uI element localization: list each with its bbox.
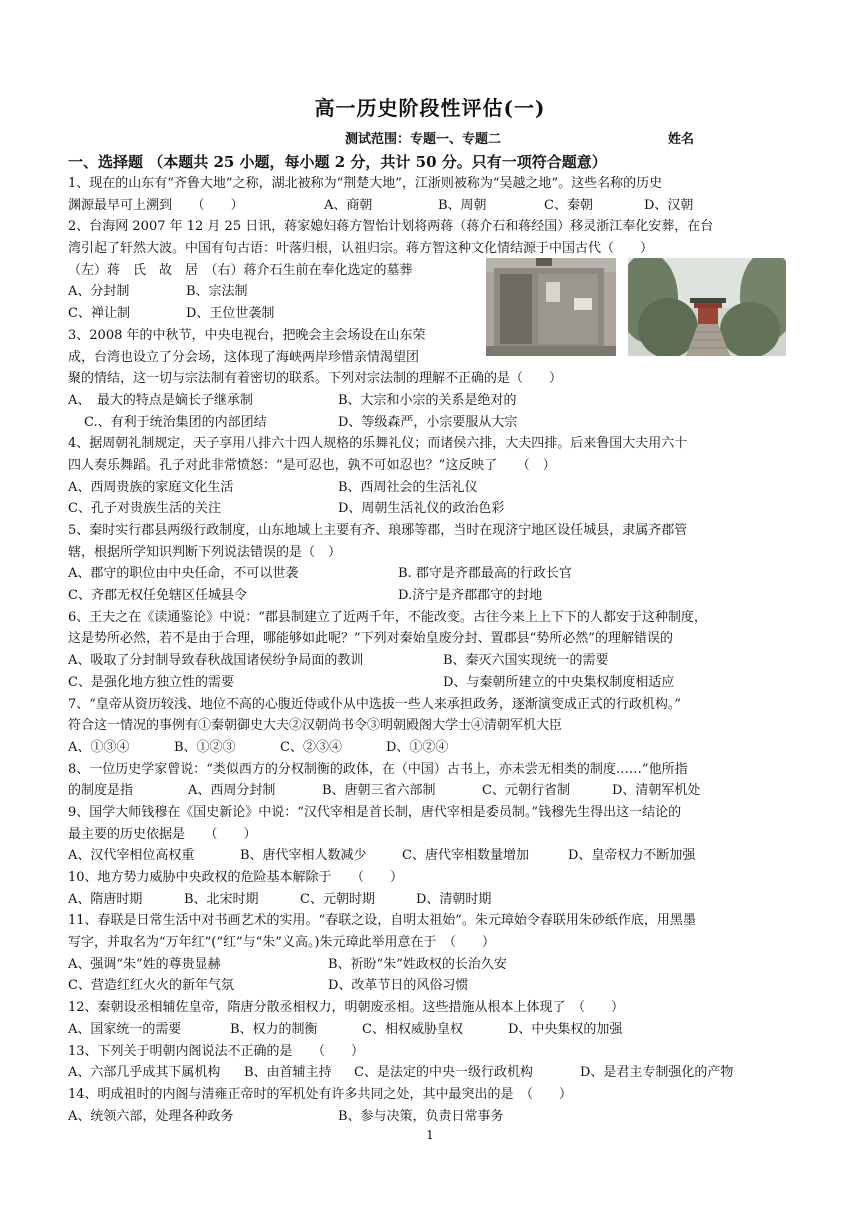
q6-options-ab bbox=[68, 650, 796, 672]
q6-option-d: D、与秦朝所建立的中央集权制度相适应 bbox=[443, 674, 675, 690]
q3-options-ab bbox=[68, 390, 796, 412]
q10-stem-line1: 10、地方势力威胁中央政权的危险基本解除于 （ ） bbox=[68, 870, 404, 885]
q11-stem-line2: 写字，并取名为“万年红”(“红”与“朱”义高。)朱元璋此举用意在于 （ ） bbox=[68, 935, 496, 951]
q11-options-ab bbox=[68, 954, 796, 976]
q14-stem-line1: 14、明成祖时的内阁与清雍正帝时的军机处有许多共同之处，其中最突出的是 （ ） bbox=[68, 1086, 573, 1102]
q5-option-a: A、郡守的职位由中央任命，不可以世袭 bbox=[68, 566, 299, 582]
q1-stem-line2: 渊源最早可上溯到 （ ） bbox=[68, 197, 244, 213]
q5-stem-line2: 辖，根据所学知识判断下列说法错误的是（ ） bbox=[68, 544, 342, 560]
q12-option-a: A、国家统一的需要 bbox=[68, 1021, 182, 1037]
section-heading: 一、选择题 （本题共 25 小题，每小题 2 分，共计 50 分。只有一项符合题意） bbox=[68, 153, 607, 171]
q9-option-a: A、汉代宰相位高权重 bbox=[68, 848, 195, 864]
q6-stem-line1: 6、王夫之在《读通鉴论》中说：“郡县制建立了近两千年，不能改变。古往今来上上下下的人都安于这种制度， bbox=[68, 609, 707, 625]
test-scope: 测试范围：专题一、专题二 bbox=[345, 132, 502, 147]
q14-option-b: B、参与决策，负责日常事务 bbox=[338, 1108, 504, 1124]
q11-options-cd bbox=[68, 975, 796, 997]
q2-photo-caption: （左）蒋 氏 故 居 （右）蒋介石生前在奉化选定的墓葬 bbox=[68, 262, 413, 278]
q1-option-b: B、周朝 bbox=[438, 197, 487, 213]
q9-option-d: D、皇帝权力不断加强 bbox=[568, 848, 696, 864]
q7-option-b: B、①②③ bbox=[174, 739, 236, 755]
q3-option-c: C.、有利于统治集团的内部团结 bbox=[84, 414, 267, 430]
q12-options bbox=[68, 1019, 796, 1041]
q7-option-d: D、①②④ bbox=[386, 739, 449, 755]
q10-option-a: A、隋唐时期 bbox=[68, 891, 143, 907]
q7-option-a: A、①③④ bbox=[68, 739, 130, 755]
q10-option-c: C、元朝时期 bbox=[300, 891, 375, 907]
q11-option-a: A、强调“朱”姓的尊贵显赫 bbox=[68, 956, 221, 972]
q14-option-a: A、统领六部，处理各种政务 bbox=[68, 1108, 234, 1124]
q14-options-ab bbox=[68, 1106, 796, 1128]
q5-option-c: C、齐郡无权任免辖区任城县令 bbox=[68, 588, 247, 604]
q11-option-b: B、祈盼“朱”姓政权的长治久安 bbox=[328, 956, 507, 972]
q3-options-cd bbox=[68, 412, 796, 434]
q13-option-a: A、六部几乎成其下属机构 bbox=[68, 1065, 221, 1081]
q6-option-b: B、秦灭六国实现统一的需要 bbox=[443, 653, 609, 669]
q4-option-b: B、西周社会的生活礼仪 bbox=[338, 479, 478, 495]
q1-options bbox=[68, 195, 796, 217]
q4-option-d: D、周朝生活礼仪的政治色彩 bbox=[338, 501, 505, 517]
q12-option-b: B、权力的制衡 bbox=[230, 1021, 318, 1037]
q10-option-d: D、清朝时期 bbox=[416, 891, 492, 907]
q7-option-c: C、②③④ bbox=[280, 739, 342, 755]
q2-option-c: C、禅让制 bbox=[68, 306, 130, 322]
q12-option-d: D、中央集权的加强 bbox=[508, 1021, 623, 1037]
q7-stem-line1: 7、“皇帝从资历较浅、地位不高的心腹近侍或仆从中选拔一些人来承担政务，逐渐演变成正式的行政机构。” bbox=[68, 696, 682, 712]
q13-options bbox=[68, 1062, 796, 1084]
q3-option-d: D、等级森严，小宗要服从大宗 bbox=[338, 414, 518, 430]
q11-stem-line1: 11、春联是日常生活中对书画艺术的实用。“春联之设，自明太祖始”。朱元璋始令春联用朱砂纸作底，用黑墨 bbox=[68, 913, 696, 929]
question-list bbox=[68, 173, 796, 1127]
q10-option-b: B、北宋时期 bbox=[184, 891, 259, 907]
q6-option-c: C、是强化地方独立性的需要 bbox=[68, 674, 234, 690]
q11-option-c: C、营造红红火火的新年气氛 bbox=[68, 978, 234, 994]
q3-stem-line2: 成，台湾也设立了分会场，这体现了海峡两岸珍惜亲情渴望团 bbox=[68, 349, 420, 365]
q12-stem-line1: 12、秦朝设丞相辅佐皇帝，隋唐分散丞相权力，明朝废丞相。这些措施从根本上体现了 （ ） bbox=[68, 1000, 625, 1016]
q1-option-d: D、汉朝 bbox=[644, 197, 694, 213]
q12-option-c: C、相权威胁皇权 bbox=[362, 1021, 463, 1037]
q13-option-b: B、由首辅主持 bbox=[244, 1065, 332, 1081]
q13-option-d: D、是君主专制强化的产物 bbox=[580, 1065, 734, 1081]
q2-option-d: D、王位世袭制 bbox=[186, 306, 275, 322]
q9-option-c: C、唐代宰相数量增加 bbox=[402, 848, 529, 864]
q1-stem-line1: 1、现在的山东有“齐鲁大地”之称，湖北被称为“荆楚大地”，江浙则被称为“吴越之地”。这些名称的历史 bbox=[68, 176, 663, 191]
q2-option-b: B、宗法制 bbox=[186, 284, 248, 300]
q8-option-b: B、唐朝三省六部制 bbox=[322, 783, 436, 799]
q6-option-a: A、吸取了分封制导致春秋战国诸侯纷争局面的教训 bbox=[68, 653, 364, 669]
q3-stem-line3: 聚的情结，这一切与宗法制有着密切的联系。下列对宗法制的理解不正确的是（ ） bbox=[68, 371, 563, 387]
q9-stem-line2: 最主要的历史依据是 （ ） bbox=[68, 826, 257, 842]
name-label: 姓名 bbox=[668, 132, 695, 147]
q5-option-d: D.济宁是齐郡郡守的封地 bbox=[398, 588, 543, 604]
q1-option-c: C、秦朝 bbox=[544, 197, 593, 213]
q10-options bbox=[68, 889, 796, 911]
q5-stem-line1: 5、秦时实行郡县两级行政制度，山东地域上主要有齐、琅琊等郡，当时在现济宁地区设任城县，隶属齐郡管 bbox=[68, 523, 688, 538]
q4-options-cd bbox=[68, 498, 796, 520]
q9-stem-line1: 9、国学大师钱穆在《国史新论》中说：“汉代宰相是首长制，唐代宰相是委员制。”钱穆先生得出这一结论的 bbox=[68, 804, 682, 820]
q13-stem-line1: 13、下列关于明朝内阁说法不正确的是 （ ） bbox=[68, 1043, 365, 1059]
q8-option-a: A、西周分封制 bbox=[188, 783, 276, 799]
q11-option-d: D、改革节日的风俗习惯 bbox=[328, 978, 469, 994]
q4-stem-line1: 4、据周朝礼制规定，天子享用八排六十四人规格的乐舞礼仪；而诸侯六排，大夫四排。后来鲁国大夫用六十 bbox=[68, 436, 688, 452]
q4-stem-line2: 四人奏乐舞蹈。孔子对此非常愤怒：“是可忍也，孰不可如忍也？”这反映了 （ ） bbox=[68, 457, 556, 473]
q1-option-a: A、商朝 bbox=[324, 197, 373, 213]
q3-option-a: A、 最大的特点是嫡长子继承制 bbox=[68, 392, 253, 408]
q5-options-cd bbox=[68, 585, 796, 607]
q6-stem-line2: 这是势所必然，若不是由于合理，哪能够如此呢？”下列对秦始皇废分封、置郡县“势所必然”的理解错误的 bbox=[68, 631, 673, 647]
q5-option-b: B. 郡守是齐郡最高的行政长官 bbox=[398, 566, 572, 582]
q9-option-b: B、唐代宰相人数减少 bbox=[240, 848, 367, 864]
q8-option-c: C、元朝行省制 bbox=[482, 783, 570, 799]
page-title: 高一历史阶段性评估(一) bbox=[314, 96, 546, 120]
q8-stem-line2: 的制度是指 bbox=[68, 783, 134, 799]
q4-options-ab bbox=[68, 477, 796, 499]
q2-options-ab bbox=[68, 281, 480, 303]
q8-option-d: D、清朝军机处 bbox=[612, 783, 701, 799]
q2-options-cd bbox=[68, 303, 480, 325]
q2-stem-line1: 2、台海网 2007 年 12 月 25 日讯，蒋家媳妇蒋方智怡计划将两蒋（蒋介石和蒋经国）移灵浙江奉化安葬，在台 bbox=[68, 219, 714, 235]
q3-option-b: B、大宗和小宗的关系是绝对的 bbox=[338, 392, 517, 408]
q4-option-c: C、孔子对贵族生活的关注 bbox=[68, 501, 221, 517]
q7-stem-line2: 符合这一情况的事例有①秦朝御史大夫②汉朝尚书令③明朝殿阁大学士④清朝军机大臣 bbox=[68, 718, 563, 734]
q3-stem-line1: 3、2008 年的中秋节，中央电视台，把晚会主会场设在山东荣 bbox=[68, 327, 426, 343]
q8-options bbox=[68, 780, 796, 802]
q2-option-a: A、分封制 bbox=[68, 284, 130, 300]
q5-options-ab bbox=[68, 563, 796, 585]
q13-option-c: C、是法定的中央一级行政机构 bbox=[354, 1065, 533, 1081]
q6-options-cd bbox=[68, 672, 796, 694]
q8-stem-line1: 8、一位历史学家曾说：“类似西方的分权制衡的政体，在（中国）古书上，亦未尝无相类的制度……”他所指 bbox=[68, 761, 688, 777]
q9-options bbox=[68, 845, 796, 867]
q4-option-a: A、西周贵族的家庭文化生活 bbox=[68, 479, 234, 495]
page-number: 1 bbox=[426, 1128, 434, 1142]
q7-options bbox=[68, 737, 796, 759]
q2-stem-line2: 湾引起了轩然大波。中国有句古语：叶落归根，认祖归宗。蒋方智这种文化情结源于中国古代（ ） bbox=[68, 241, 654, 257]
